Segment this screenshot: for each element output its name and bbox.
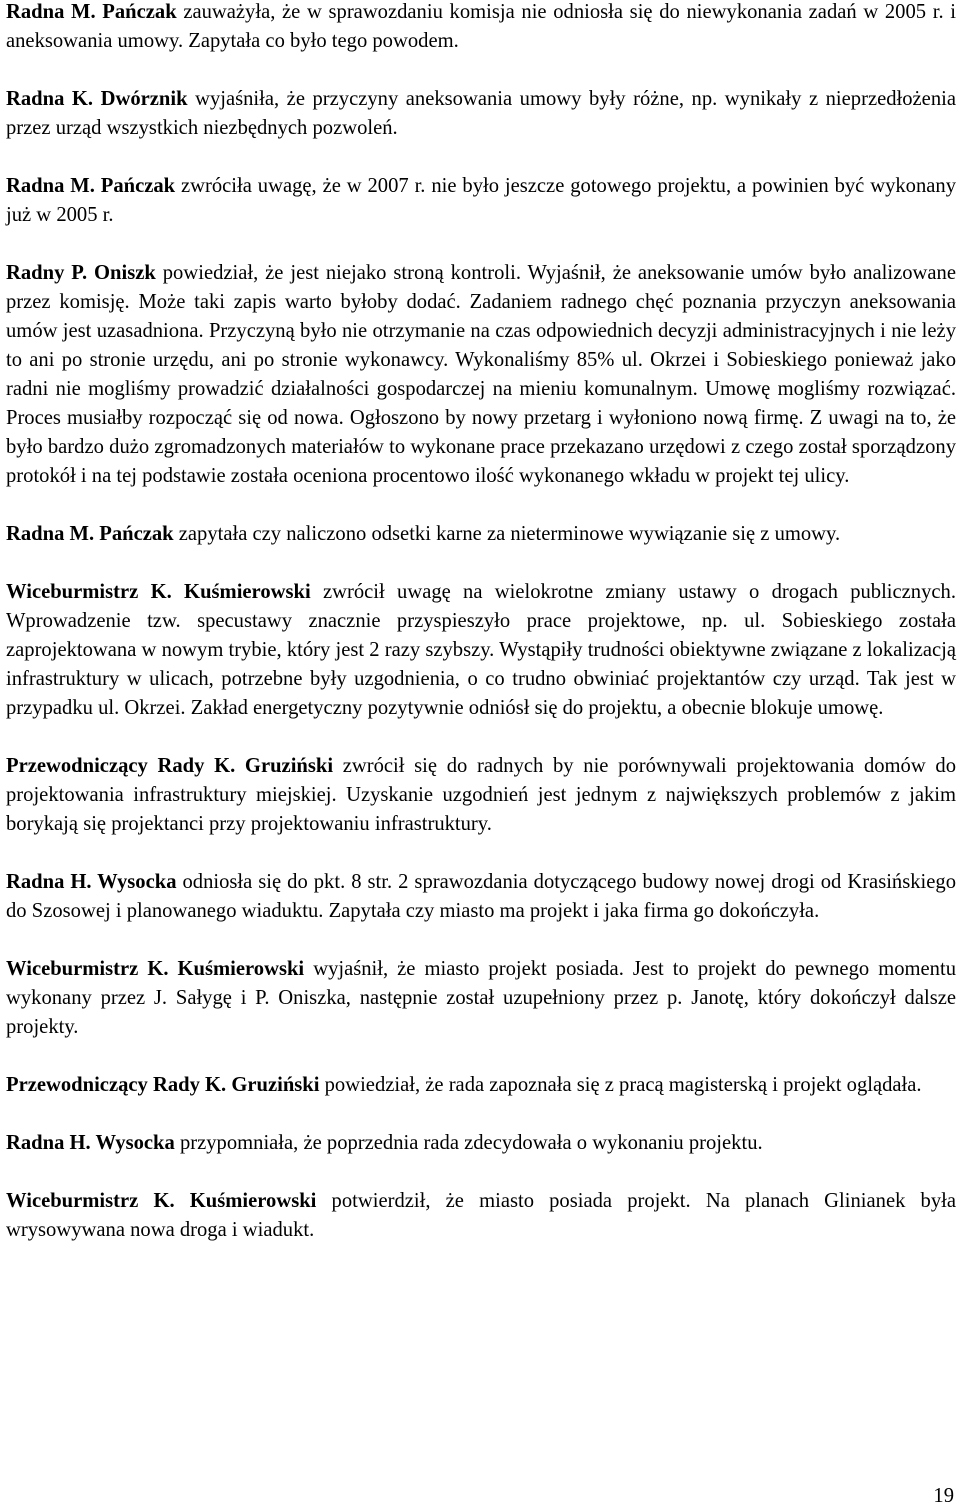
speaker-name: Radna M. Pańczak — [6, 175, 176, 197]
paragraph — [6, 259, 956, 491]
paragraph — [6, 1129, 956, 1158]
paragraph — [6, 752, 956, 839]
paragraph-text: odniosła się do pkt. 8 str. 2 sprawozdania dotyczącego budowy nowej drogi od Krasińskiego do Szosowej i planowanego wiaduktu. Zapytała czy miasto ma projekt i jaka firma go dokończyła. — [6, 871, 956, 922]
speaker-name: Radna M. Pańczak — [6, 523, 174, 545]
paragraph — [6, 868, 956, 926]
paragraph-text: zapytała czy naliczono odsetki karne za nieterminowe wywiązanie się z umowy. — [173, 523, 841, 545]
paragraph-text: zwrócił uwagę na wielokrotne zmiany ustawy o drogach publicznych. Wprowadzenie tzw. specustawy znacznie przyspieszyło prace projektowe, np. ul. Sobieskiego została zaprojektowana w nowym trybie, który jest 2 razy szybszy. Wystąpiły trudności obiektywne związane z lokalizacją infrastruktury w ulicach, potrzebne były uzgodnienia, o co trudno obwiniać projektantów czy urząd. Tak jest w przypadku ul. Okrzei. Zakład energetyczny pozytywnie odniósł się do projektu, a obecnie blokuje umowę. — [6, 581, 956, 719]
page-number: 19 — [933, 1485, 954, 1507]
paragraph-text: powiedział, że rada zapoznała się z pracą magisterską i projekt oglądała. — [319, 1074, 922, 1096]
paragraph-text: zauważyła, że w sprawozdaniu komisja nie odniosła się do niewykonania zadań w 2005 r. i aneksowania umowy. Zapytała co było tego powodem. — [6, 1, 956, 52]
speaker-name: Wiceburmistrz K. Kuśmierowski — [6, 581, 311, 603]
speaker-name: Radna K. Dwórznik — [6, 88, 188, 110]
speaker-name: Radny P. Oniszk — [6, 262, 156, 284]
paragraph-text: wyjaśniła, że przyczyny aneksowania umowy były różne, np. wynikały z nieprzedłożenia przez urząd wszystkich niezbędnych pozwoleń. — [6, 88, 956, 139]
paragraph — [6, 520, 956, 549]
paragraph — [6, 172, 956, 230]
paragraph — [6, 1187, 956, 1245]
speaker-name: Przewodniczący Rady K. Gruziński — [6, 1074, 320, 1096]
document-page — [6, 0, 956, 1274]
paragraph-text: powiedział, że jest niejako stroną kontroli. Wyjaśnił, że aneksowanie umów było analizowane przez komisję. Może taki zapis warto byłoby dodać. Zadaniem radnego chęć poznania przyczyn aneksowania umów jest uzasadniona. Przyczyną było nie otrzymanie na czas odpowiednich decyzji administracyjnych i nie leży to ani po stronie urzędu, ani po stronie wykonawcy. Wykonaliśmy 85% ul. Okrzei i Sobieskiego ponieważ jako radni nie mogliśmy prowadzić działalności gospodarczej na mieniu komunalnym. Umowę mogliśmy rozwiązać. Proces musiałby rozpocząć się od nowa. Ogłoszono by nowy przetarg i wyłoniono nową firmę. Z uwagi na to, że było bardzo dużo zgromadzonych materiałów to wykonane prace przekazano urzędowi z czego został sporządzony protokół i na tej podstawie została oceniona procentowo ilość wykonanego wkładu w projekt tej ulicy. — [6, 262, 956, 487]
speaker-name: Radna H. Wysocka — [6, 871, 177, 893]
speaker-name: Przewodniczący Rady K. Gruziński — [6, 755, 334, 777]
paragraph — [6, 0, 956, 56]
paragraph — [6, 1071, 956, 1100]
paragraph-text: zwróciła uwagę, że w 2007 r. nie było jeszcze gotowego projektu, a powinien być wykonany już w 2005 r. — [6, 175, 956, 226]
paragraph — [6, 85, 956, 143]
paragraph-text: zwrócił się do radnych by nie porównywali projektowania domów do projektowania infrastruktury miejskiej. Uzyskanie uzgodnień jest jednym z największych problemów z jakim borykają się projektanci przy projektowaniu infrastruktury. — [6, 755, 956, 835]
speaker-name: Wiceburmistrz K. Kuśmierowski — [6, 958, 305, 980]
paragraph-text: przypomniała, że poprzednia rada zdecydowała o wykonaniu projektu. — [174, 1132, 763, 1154]
paragraph-text: wyjaśnił, że miasto projekt posiada. Jest to projekt do pewnego momentu wykonany przez J. Sałygę i P. Oniszka, następnie został uzupełniony przez p. Janotę, który dokończył dalsze projekty. — [6, 958, 956, 1038]
paragraph-text: potwierdził, że miasto posiada projekt. Na planach Glinianek była wrysowywana nowa droga i wiadukt. — [6, 1190, 956, 1241]
speaker-name: Wiceburmistrz K. Kuśmierowski — [6, 1190, 317, 1212]
speaker-name: Radna M. Pańczak — [6, 1, 177, 23]
paragraph — [6, 955, 956, 1042]
speaker-name: Radna H. Wysocka — [6, 1132, 175, 1154]
paragraph — [6, 578, 956, 723]
